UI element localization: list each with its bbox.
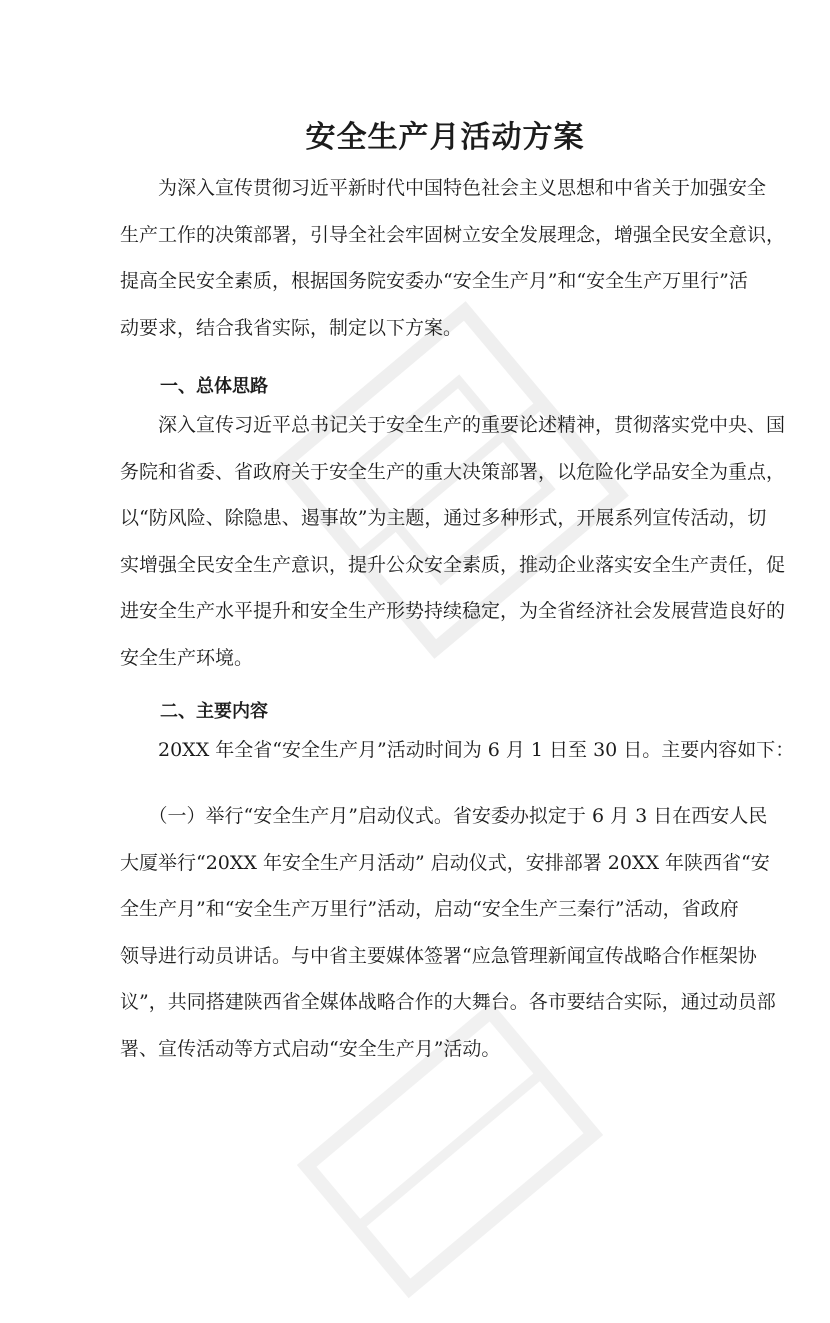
section-heading-overview: 一、总体思路 [160,376,268,397]
summary-line: 20XX 年全省“安全生产月”活动时间为 6 月 1 日至 30 日。主要内容如下： [120,739,795,761]
item1-line: 全生产月”和“安全生产万里行”活动，启动“安全生产三秦行”活动，省政府 [120,898,739,920]
overview-paragraph [120,402,786,681]
intro-line: 提高全民安全素质，根据国务院安委办“安全生产月”和“安全生产万里行”活 [120,270,748,292]
intro-line: 为深入宣传贯彻习近平新时代中国特色社会主义思想和中省关于加强安全 [120,177,767,199]
intro-line: 生产工作的决策部署，引导全社会牢固树立安全发展理念，增强全民安全意识， [120,223,786,246]
intro-line: 动要求，结合我省实际，制定以下方案。 [120,316,463,339]
item1-line: 署、宣传活动等方式启动“安全生产月”活动。 [120,1037,501,1060]
section-heading-main-content: 二、主要内容 [160,701,268,722]
item1-line: 领导进行动员讲话。与中省主要媒体签署“应急管理新闻宣传战略合作框架协 [120,944,757,967]
overview-line: 进安全生产水平提升和安全生产形势持续稳定，为全省经济社会发展营造良好的 [120,600,786,622]
overview-line: 安全生产环境。 [120,646,254,669]
item1-line: 议”，共同搭建陕西省全媒体战略合作的大舞台。各市要结合实际，通过动员部 [120,991,776,1013]
item1-line: （一）举行“安全生产月”启动仪式。省安委办拟定于 6 月 3 日在西安人民 [120,805,768,827]
item1-paragraph [120,793,776,1072]
overview-line: 以“防风险、除隐患、遏事故”为主题，通过多种形式，开展系列宣传活动，切 [120,507,767,529]
main-content-summary [120,727,795,774]
item1-line: 大厦举行“20XX 年安全生产月活动” 启动仪式，安排部署 20XX 年陕西省“安 [120,851,770,874]
overview-line: 深入宣传习近平总书记关于安全生产的重要论述精神，贯彻落实党中央、国 [120,414,786,436]
intro-paragraph [120,165,786,351]
document-title: 安全生产月活动方案 [305,120,585,155]
overview-line: 务院和省委、省政府关于安全生产的重大决策部署，以危险化学品安全为重点， [120,460,786,483]
overview-line: 实增强全民安全生产意识，提升公众安全素质，推动企业落实安全生产责任，促 [120,553,786,576]
